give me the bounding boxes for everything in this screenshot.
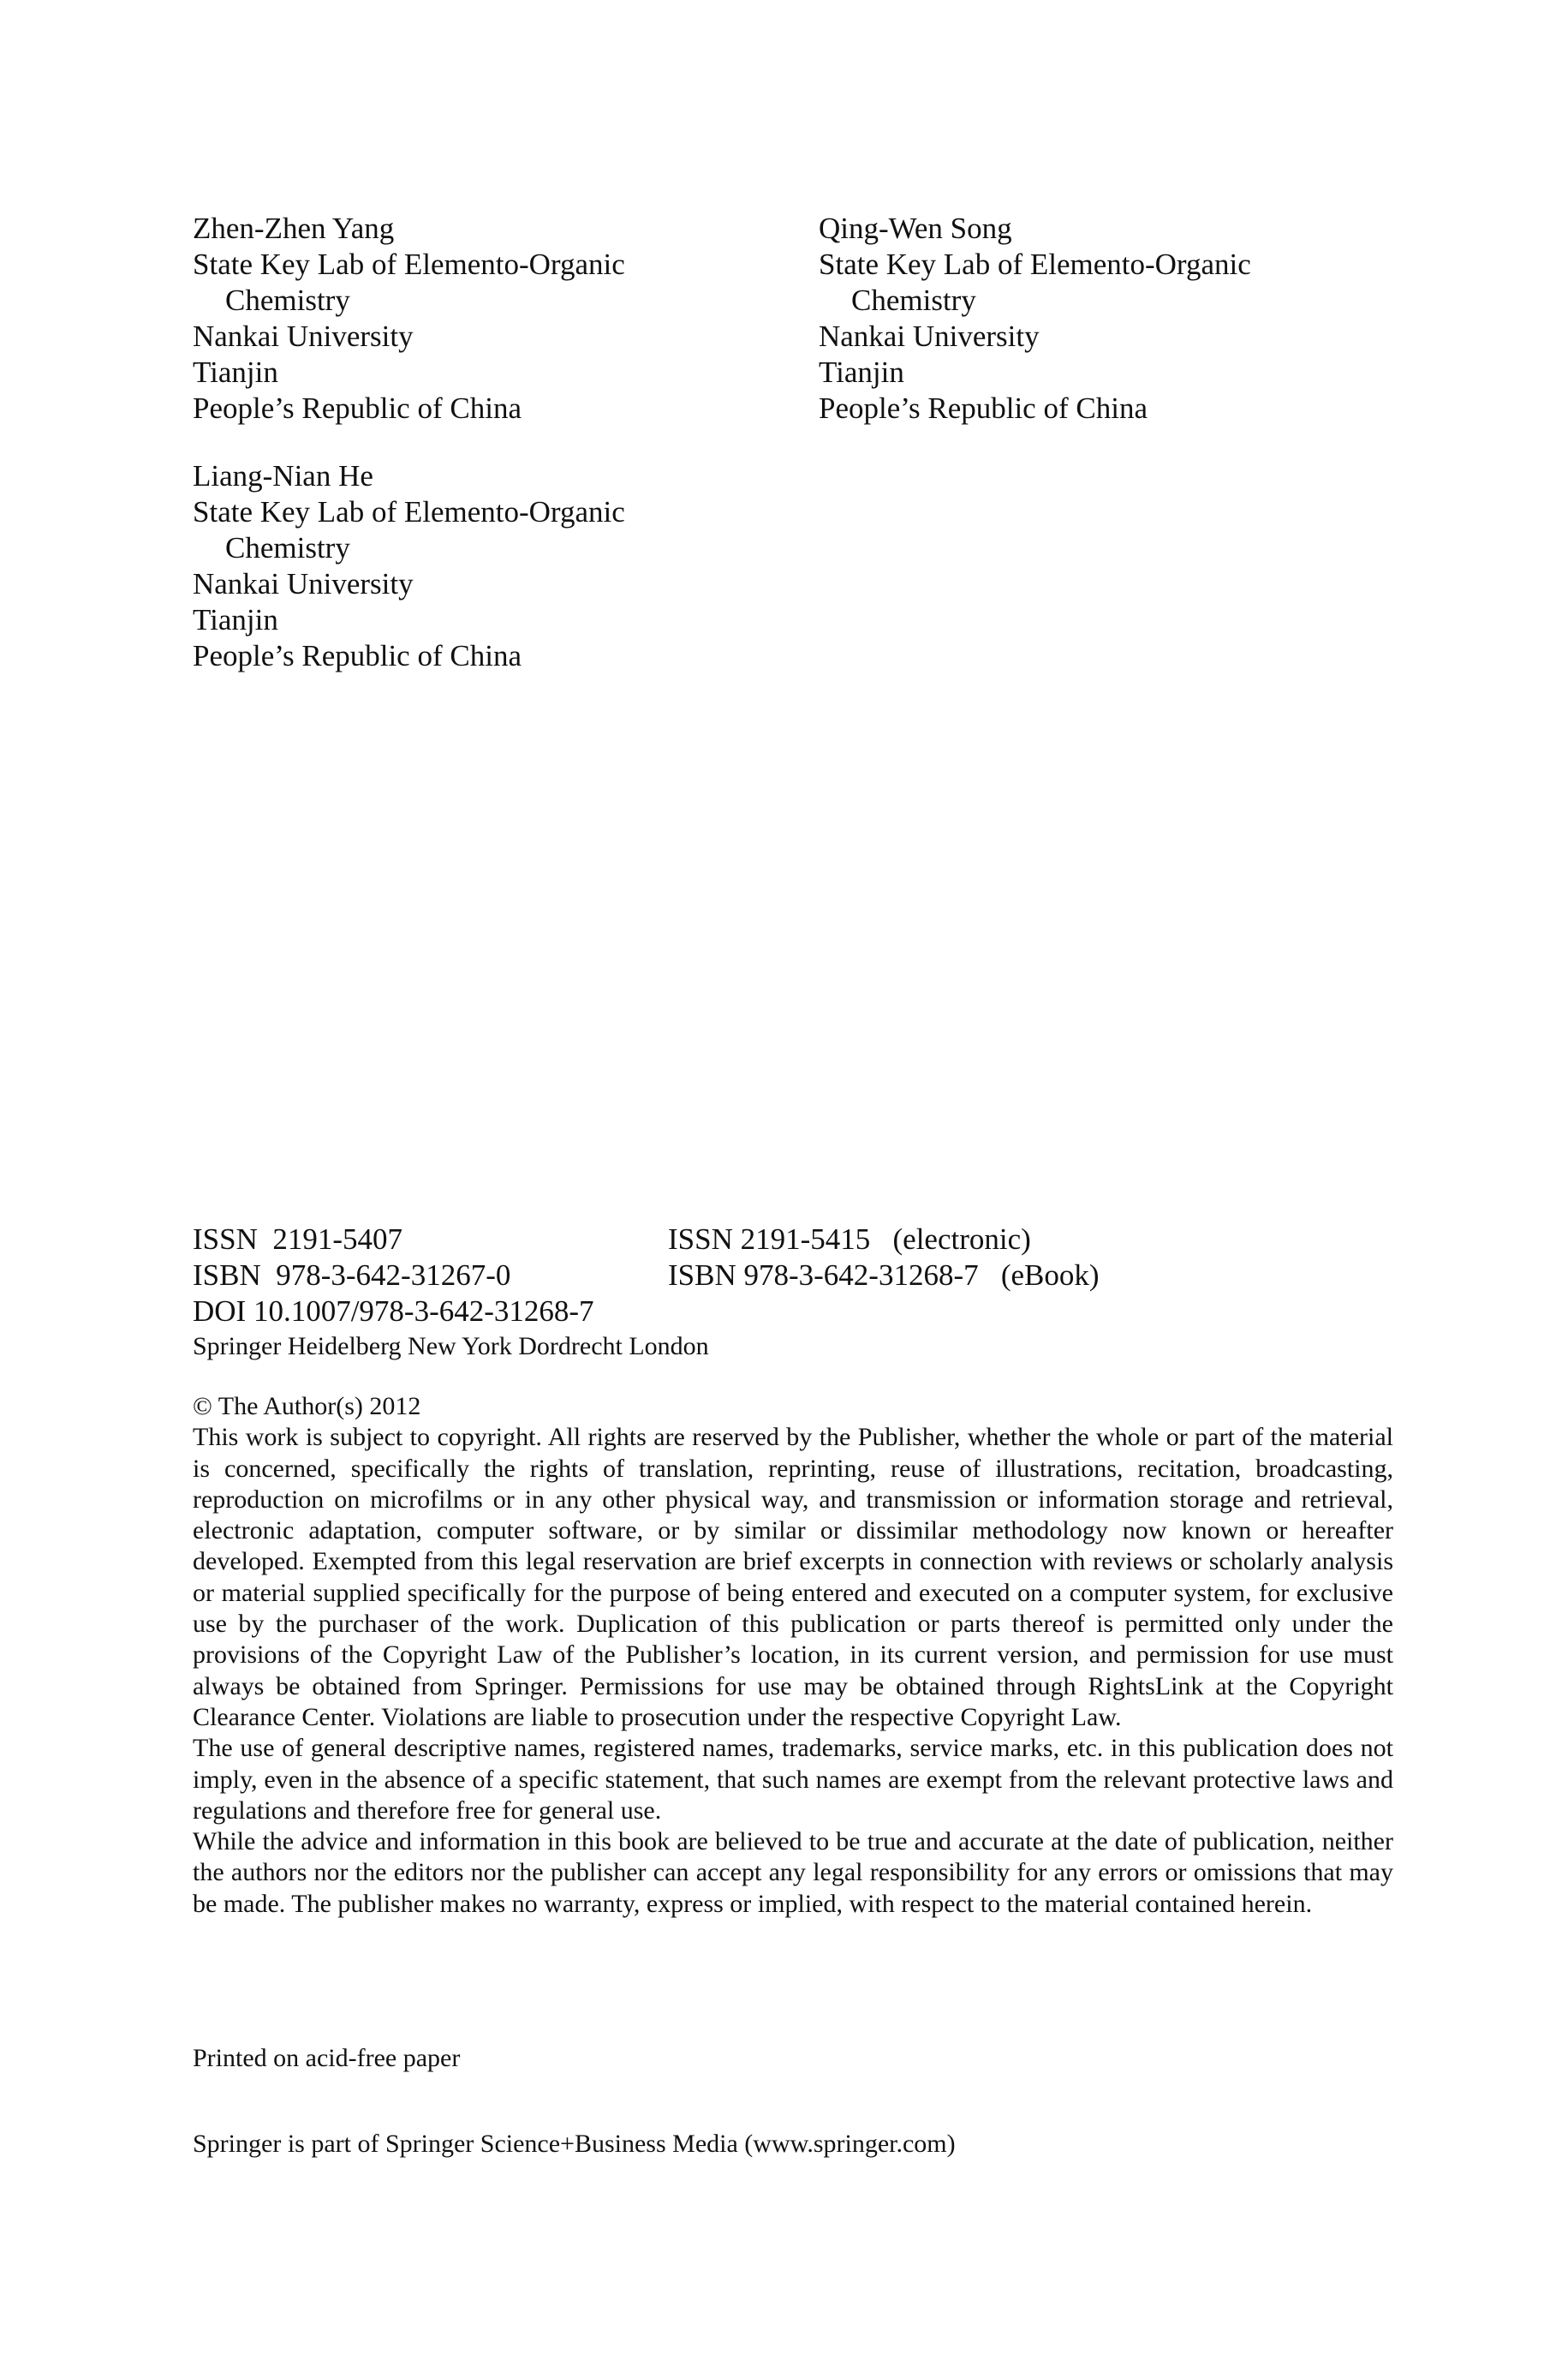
author-city: Tianjin	[193, 603, 278, 636]
author-university: Nankai University	[193, 567, 414, 600]
publisher-locations: Springer Heidelberg New York Dordrecht London	[193, 1332, 709, 1360]
author-affiliation-line1: State Key Lab of Elemento-Organic	[193, 248, 625, 281]
author-country: People’s Republic of China	[819, 391, 1148, 425]
copyright-line: © The Author(s) 2012	[193, 1392, 421, 1420]
author-affiliation-line1: State Key Lab of Elemento-Organic	[193, 495, 625, 529]
springer-note: Springer is part of Springer Science+Business Media (www.springer.com)	[193, 2130, 956, 2158]
author-name: Qing-Wen Song	[819, 212, 1012, 245]
author-affiliation-line2: Chemistry	[225, 531, 350, 565]
doi-row	[193, 1294, 1392, 1329]
copyright-paragraph: This work is subject to copyright. All rights are reserved by the Publisher, whether the whole or part of the material is concerned, specifically the rights of translation, reprinting, reuse of illustrations, recitation, broadcasting, reproduction on microfilms or in any other physical way, and transmission or information storage and retrieval, electronic adaptation, computer software, or by similar or dissimilar methodology now known or hereafter developed. Exempted from this legal reservation are brief excerpts in connection with reviews or scholarly analysis or material supplied specifically for the purpose of being entered and executed on a computer system, for exclusive use by the purchaser of the work. Duplication of this publication or parts thereof is permitted only under the provisions of the Copyright Law of the Publisher’s location, in its current version, and permission for use must always be obtained from Springer. Permissions for use may be obtained through RightsLink at the Copyright Clearance Center. Violations are liable to prosecution under the respective Copyright Law.	[193, 1423, 1393, 1731]
printed-note: Printed on acid-free paper	[193, 2044, 461, 2072]
isbn-ebook: ISBN 978-3-642-31268-7 (eBook)	[668, 1258, 1100, 1292]
author-city: Tianjin	[193, 356, 278, 389]
trademark-paragraph: The use of general descriptive names, registered names, trademarks, service marks, etc. in this publication does not imply, even in the absence of a specific statement, that such names are exempt from the relevant protective laws and regulations and therefore free for general use.	[193, 1734, 1393, 1825]
isbn-print: ISBN 978-3-642-31267-0	[193, 1258, 511, 1292]
author-name: Liang-Nian He	[193, 459, 373, 493]
author-block-qing-wen-song	[819, 211, 1251, 427]
issn-print: ISSN 2191-5407	[193, 1222, 403, 1256]
isbn-row	[193, 1258, 1392, 1294]
author-name: Zhen-Zhen Yang	[193, 212, 395, 245]
identifiers-block	[193, 1222, 1392, 1364]
author-affiliation-line1: State Key Lab of Elemento-Organic	[819, 248, 1251, 281]
doi: DOI 10.1007/978-3-642-31268-7	[193, 1294, 594, 1328]
author-block-liang-nian-he	[193, 458, 625, 674]
author-block-zhen-zhen-yang	[193, 211, 625, 427]
author-university: Nankai University	[193, 320, 414, 353]
issn-electronic: ISSN 2191-5415 (electronic)	[668, 1222, 1031, 1256]
issn-row	[193, 1222, 1392, 1258]
author-country: People’s Republic of China	[193, 391, 522, 425]
legal-notice	[193, 1391, 1393, 1920]
author-country: People’s Republic of China	[193, 639, 522, 672]
author-affiliation-line2: Chemistry	[225, 284, 350, 317]
author-affiliation-line2: Chemistry	[851, 284, 976, 317]
disclaimer-paragraph: While the advice and information in this book are believed to be true and accurate at the date of publication, neither the authors nor the editors nor the publisher can accept any legal responsibility for any errors or omissions that may be made. The publisher makes no warranty, express or implied, with respect to the material contained herein.	[193, 1827, 1393, 1918]
author-university: Nankai University	[819, 320, 1040, 353]
author-city: Tianjin	[819, 356, 904, 389]
